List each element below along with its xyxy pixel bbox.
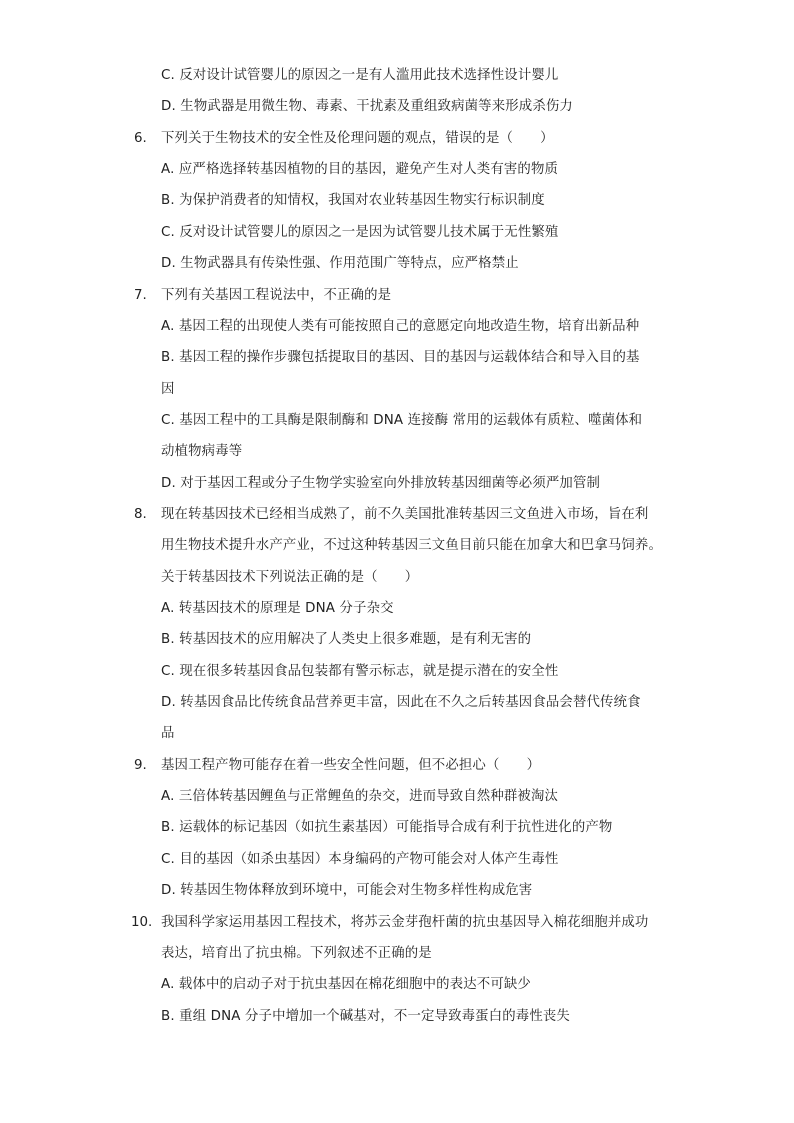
option-line: D. 转基因生物体释放到环境中，可能会对生物多样性构成危害 <box>161 883 533 899</box>
option-line: C. 目的基因（如杀虫基因）本身编码的产物可能会对人体产生毒性 <box>161 851 559 867</box>
option-line: D. 生物武器具有传染性强、作用范围广等特点，应严格禁止 <box>161 256 519 272</box>
option-line: B. 运载体的标记基因（如抗生素基因）可能指导合成有利于抗性进化的产物 <box>161 820 613 836</box>
question-number: 10. <box>131 914 153 930</box>
question-stem: 下列有关基因工程说法中，不正确的是 <box>161 287 392 303</box>
option-continuation: 动植物病毒等 <box>161 444 243 460</box>
option-line: B. 为保护消费者的知情权，我国对农业转基因生物实行标识制度 <box>161 193 545 209</box>
option-line: A. 基因工程的出现使人类有可能按照自己的意愿定向地改造生物，培育出新品种 <box>161 318 640 334</box>
option-line: C. 现在很多转基因食品包装都有警示标志，就是提示潜在的安全性 <box>161 663 559 679</box>
option-line: A. 载体中的启动子对于抗虫基因在棉花细胞中的表达不可缺少 <box>161 977 531 993</box>
question-stem: 我国科学家运用基因工程技术，将苏云金芽孢杆菌的抗虫基因导入棉花细胞并成功 <box>161 914 649 930</box>
option-line: A. 应严格选择转基因植物的目的基因，避免产生对人类有害的物质 <box>161 162 559 178</box>
option-line: C. 基因工程中的工具酶是限制酶和 DNA 连接酶 常用的运载体有质粒、噬菌体和 <box>161 412 643 428</box>
option-line: B. 基因工程的操作步骤包括提取目的基因、目的基因与运载体结合和导入目的基 <box>161 350 640 366</box>
option-line: C. 反对设计试管婴儿的原因之一是因为试管婴儿技术属于无性繁殖 <box>161 224 559 240</box>
option-continuation: 品 <box>161 726 175 742</box>
question-number: 8. <box>134 506 147 522</box>
question-stem: 现在转基因技术已经相当成熟了，前不久美国批准转基因三文鱼进入市场，旨在利 <box>161 506 649 522</box>
question-stem: 基因工程产物可能存在着一些安全性问题，但不必担心（ ） <box>161 757 541 773</box>
question-number: 9. <box>134 757 147 773</box>
option-line: A. 三倍体转基因鲤鱼与正常鲤鱼的杂交，进而导致自然种群被淘汰 <box>161 789 559 805</box>
question-stem: 下列关于生物技术的安全性及伦理问题的观点，错误的是（ ） <box>161 130 554 146</box>
option-line: B. 转基因技术的应用解决了人类史上很多难题，是有利无害的 <box>161 632 532 648</box>
option-line: A. 转基因技术的原理是 DNA 分子杂交 <box>161 601 394 616</box>
question-number: 7. <box>134 287 147 303</box>
question-stem: 表达，培育出了抗虫棉。下列叙述不正确的是 <box>161 945 432 961</box>
question-stem: 关于转基因技术下列说法正确的是（ ） <box>161 569 419 585</box>
question-number: 6. <box>134 130 147 146</box>
option-continuation: 因 <box>161 381 175 397</box>
option-line: B. 重组 DNA 分子中增加一个碱基对，不一定导致毒蛋白的毒性丧失 <box>161 1008 570 1024</box>
option-line: C. 反对设计试管婴儿的原因之一是有人滥用此技术选择性设计婴儿 <box>161 68 559 83</box>
option-line: D. 生物武器是用微生物、毒素、干扰素及重组致病菌等来形成杀伤力 <box>161 99 573 115</box>
option-line: D. 对于基因工程或分子生物学实验室向外排放转基因细菌等必须严加管制 <box>161 475 601 491</box>
option-line: D. 转基因食品比传统食品营养更丰富，因此在不久之后转基因食品会替代传统食 <box>161 695 641 710</box>
question-stem: 用生物技术提升水产产业，不过这种转基因三文鱼目前只能在加拿大和巴拿马饲养。 <box>161 538 663 554</box>
